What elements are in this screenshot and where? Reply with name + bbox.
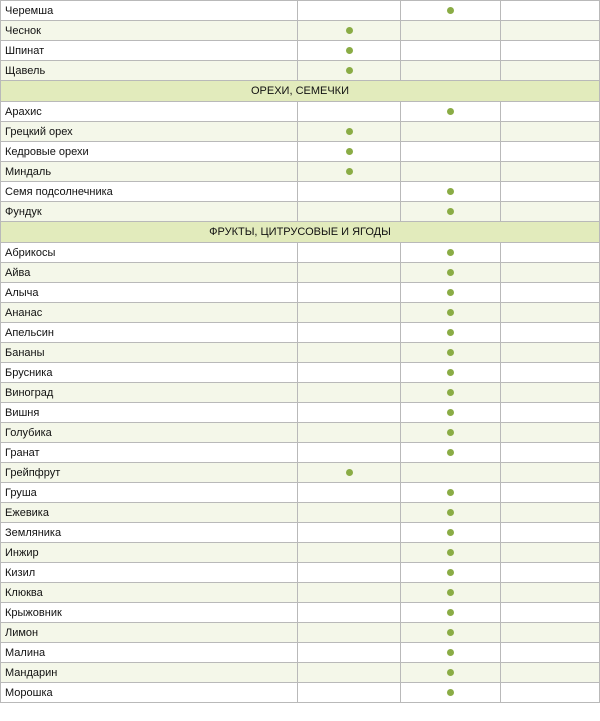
table-row — [0, 503, 600, 523]
green-dot-icon — [447, 669, 454, 676]
mark-cell-2 — [401, 603, 501, 622]
green-dot-icon — [447, 309, 454, 316]
mark-cell-3 — [501, 102, 600, 121]
mark-cell-2 — [401, 142, 501, 161]
table-row — [0, 463, 600, 483]
item-name: Айва — [0, 263, 298, 282]
green-dot-icon — [346, 128, 353, 135]
mark-cell-1 — [298, 182, 401, 201]
mark-cell-3 — [501, 423, 600, 442]
mark-cell-2 — [401, 263, 501, 282]
mark-cell-2 — [401, 483, 501, 502]
table-row — [0, 283, 600, 303]
mark-cell-1 — [298, 503, 401, 522]
green-dot-icon — [447, 569, 454, 576]
mark-cell-2 — [401, 443, 501, 462]
mark-cell-1 — [298, 102, 401, 121]
mark-cell-3 — [501, 162, 600, 181]
table-row — [0, 343, 600, 363]
green-dot-icon — [447, 249, 454, 256]
table-row — [0, 41, 600, 61]
mark-cell-3 — [501, 483, 600, 502]
item-name: Мандарин — [0, 663, 298, 682]
mark-cell-2 — [401, 503, 501, 522]
table-row — [0, 523, 600, 543]
mark-cell-1 — [298, 202, 401, 221]
table-row — [0, 403, 600, 423]
mark-cell-1 — [298, 1, 401, 20]
mark-cell-1 — [298, 363, 401, 382]
mark-cell-1 — [298, 603, 401, 622]
table-row — [0, 443, 600, 463]
item-name: Грейпфрут — [0, 463, 298, 482]
mark-cell-3 — [501, 623, 600, 642]
item-name: Грецкий орех — [0, 122, 298, 141]
mark-cell-1 — [298, 643, 401, 662]
green-dot-icon — [447, 349, 454, 356]
mark-cell-1 — [298, 343, 401, 362]
mark-cell-3 — [501, 303, 600, 322]
mark-cell-1 — [298, 122, 401, 141]
mark-cell-2 — [401, 283, 501, 302]
mark-cell-3 — [501, 142, 600, 161]
mark-cell-2 — [401, 623, 501, 642]
mark-cell-1 — [298, 623, 401, 642]
item-name: Щавель — [0, 61, 298, 80]
mark-cell-3 — [501, 283, 600, 302]
mark-cell-1 — [298, 463, 401, 482]
green-dot-icon — [447, 689, 454, 696]
mark-cell-1 — [298, 303, 401, 322]
green-dot-icon — [346, 47, 353, 54]
mark-cell-1 — [298, 443, 401, 462]
item-name: Голубика — [0, 423, 298, 442]
mark-cell-2 — [401, 323, 501, 342]
mark-cell-3 — [501, 663, 600, 682]
section-header: ФРУКТЫ, ЦИТРУСОВЫЕ И ЯГОДЫ — [0, 222, 600, 243]
mark-cell-3 — [501, 343, 600, 362]
item-name: Черемша — [0, 1, 298, 20]
item-name: Бананы — [0, 343, 298, 362]
mark-cell-2 — [401, 162, 501, 181]
mark-cell-3 — [501, 122, 600, 141]
green-dot-icon — [447, 369, 454, 376]
table-row — [0, 21, 600, 41]
mark-cell-3 — [501, 503, 600, 522]
mark-cell-1 — [298, 162, 401, 181]
mark-cell-3 — [501, 403, 600, 422]
item-name: Абрикосы — [0, 243, 298, 262]
green-dot-icon — [447, 609, 454, 616]
green-dot-icon — [447, 409, 454, 416]
table-row — [0, 61, 600, 81]
item-name: Виноград — [0, 383, 298, 402]
item-name: Лимон — [0, 623, 298, 642]
mark-cell-3 — [501, 243, 600, 262]
green-dot-icon — [447, 649, 454, 656]
mark-cell-1 — [298, 683, 401, 702]
mark-cell-2 — [401, 41, 501, 60]
mark-cell-1 — [298, 403, 401, 422]
mark-cell-1 — [298, 523, 401, 542]
mark-cell-3 — [501, 1, 600, 20]
mark-cell-2 — [401, 363, 501, 382]
mark-cell-1 — [298, 483, 401, 502]
table-row — [0, 663, 600, 683]
table-row — [0, 142, 600, 162]
green-dot-icon — [447, 289, 454, 296]
green-dot-icon — [447, 188, 454, 195]
mark-cell-3 — [501, 323, 600, 342]
mark-cell-1 — [298, 663, 401, 682]
mark-cell-2 — [401, 1, 501, 20]
item-name: Апельсин — [0, 323, 298, 342]
item-name: Крыжовник — [0, 603, 298, 622]
green-dot-icon — [447, 489, 454, 496]
mark-cell-2 — [401, 343, 501, 362]
green-dot-icon — [346, 148, 353, 155]
table-row — [0, 603, 600, 623]
green-dot-icon — [447, 7, 454, 14]
item-name: Земляника — [0, 523, 298, 542]
table-row — [0, 643, 600, 663]
green-dot-icon — [346, 469, 353, 476]
mark-cell-3 — [501, 263, 600, 282]
mark-cell-2 — [401, 122, 501, 141]
mark-cell-1 — [298, 583, 401, 602]
mark-cell-2 — [401, 61, 501, 80]
mark-cell-1 — [298, 61, 401, 80]
mark-cell-1 — [298, 323, 401, 342]
green-dot-icon — [447, 389, 454, 396]
mark-cell-1 — [298, 283, 401, 302]
item-name: Инжир — [0, 543, 298, 562]
mark-cell-3 — [501, 643, 600, 662]
item-name: Кизил — [0, 563, 298, 582]
mark-cell-2 — [401, 102, 501, 121]
mark-cell-2 — [401, 182, 501, 201]
table-row — [0, 363, 600, 383]
green-dot-icon — [346, 27, 353, 34]
mark-cell-2 — [401, 663, 501, 682]
section-header: ОРЕХИ, СЕМЕЧКИ — [0, 81, 600, 102]
item-name: Фундук — [0, 202, 298, 221]
table-row — [0, 483, 600, 503]
table-row — [0, 243, 600, 263]
mark-cell-2 — [401, 683, 501, 702]
green-dot-icon — [447, 529, 454, 536]
mark-cell-2 — [401, 423, 501, 442]
green-dot-icon — [447, 108, 454, 115]
item-name: Арахис — [0, 102, 298, 121]
mark-cell-2 — [401, 202, 501, 221]
table-row — [0, 303, 600, 323]
mark-cell-3 — [501, 182, 600, 201]
mark-cell-3 — [501, 683, 600, 702]
table-row — [0, 162, 600, 182]
item-name: Вишня — [0, 403, 298, 422]
item-name: Миндаль — [0, 162, 298, 181]
mark-cell-3 — [501, 41, 600, 60]
mark-cell-3 — [501, 443, 600, 462]
mark-cell-1 — [298, 21, 401, 40]
green-dot-icon — [447, 589, 454, 596]
green-dot-icon — [346, 67, 353, 74]
mark-cell-3 — [501, 383, 600, 402]
mark-cell-1 — [298, 142, 401, 161]
mark-cell-2 — [401, 243, 501, 262]
item-name: Ананас — [0, 303, 298, 322]
mark-cell-1 — [298, 243, 401, 262]
green-dot-icon — [447, 629, 454, 636]
table-row — [0, 182, 600, 202]
mark-cell-2 — [401, 643, 501, 662]
green-dot-icon — [447, 549, 454, 556]
mark-cell-3 — [501, 603, 600, 622]
green-dot-icon — [447, 329, 454, 336]
item-name: Груша — [0, 483, 298, 502]
table-row — [0, 623, 600, 643]
table-row — [0, 383, 600, 403]
mark-cell-2 — [401, 543, 501, 562]
item-name: Клюква — [0, 583, 298, 602]
table-row — [0, 683, 600, 703]
item-name: Гранат — [0, 443, 298, 462]
mark-cell-2 — [401, 383, 501, 402]
mark-cell-3 — [501, 463, 600, 482]
mark-cell-1 — [298, 543, 401, 562]
item-name: Ежевика — [0, 503, 298, 522]
mark-cell-1 — [298, 563, 401, 582]
green-dot-icon — [447, 429, 454, 436]
mark-cell-3 — [501, 363, 600, 382]
table-row — [0, 202, 600, 222]
mark-cell-2 — [401, 583, 501, 602]
item-name: Шпинат — [0, 41, 298, 60]
table-row — [0, 543, 600, 563]
mark-cell-2 — [401, 523, 501, 542]
table-row — [0, 1, 600, 21]
mark-cell-2 — [401, 21, 501, 40]
table-row — [0, 122, 600, 142]
mark-cell-2 — [401, 303, 501, 322]
mark-cell-1 — [298, 383, 401, 402]
mark-cell-3 — [501, 523, 600, 542]
table-row — [0, 563, 600, 583]
item-name: Чеснок — [0, 21, 298, 40]
mark-cell-2 — [401, 563, 501, 582]
table-row — [0, 323, 600, 343]
mark-cell-3 — [501, 21, 600, 40]
item-name: Морошка — [0, 683, 298, 702]
green-dot-icon — [346, 168, 353, 175]
mark-cell-3 — [501, 61, 600, 80]
item-name: Кедровые орехи — [0, 142, 298, 161]
green-dot-icon — [447, 509, 454, 516]
mark-cell-2 — [401, 403, 501, 422]
green-dot-icon — [447, 449, 454, 456]
table-row — [0, 423, 600, 443]
item-name: Семя подсолнечника — [0, 182, 298, 201]
table-row — [0, 263, 600, 283]
mark-cell-1 — [298, 423, 401, 442]
mark-cell-3 — [501, 202, 600, 221]
mark-cell-3 — [501, 583, 600, 602]
mark-cell-1 — [298, 41, 401, 60]
item-name: Брусника — [0, 363, 298, 382]
table-row — [0, 102, 600, 122]
mark-cell-1 — [298, 263, 401, 282]
mark-cell-3 — [501, 543, 600, 562]
green-dot-icon — [447, 208, 454, 215]
table-row — [0, 583, 600, 603]
item-name: Алыча — [0, 283, 298, 302]
mark-cell-3 — [501, 563, 600, 582]
green-dot-icon — [447, 269, 454, 276]
mark-cell-2 — [401, 463, 501, 482]
item-name: Малина — [0, 643, 298, 662]
